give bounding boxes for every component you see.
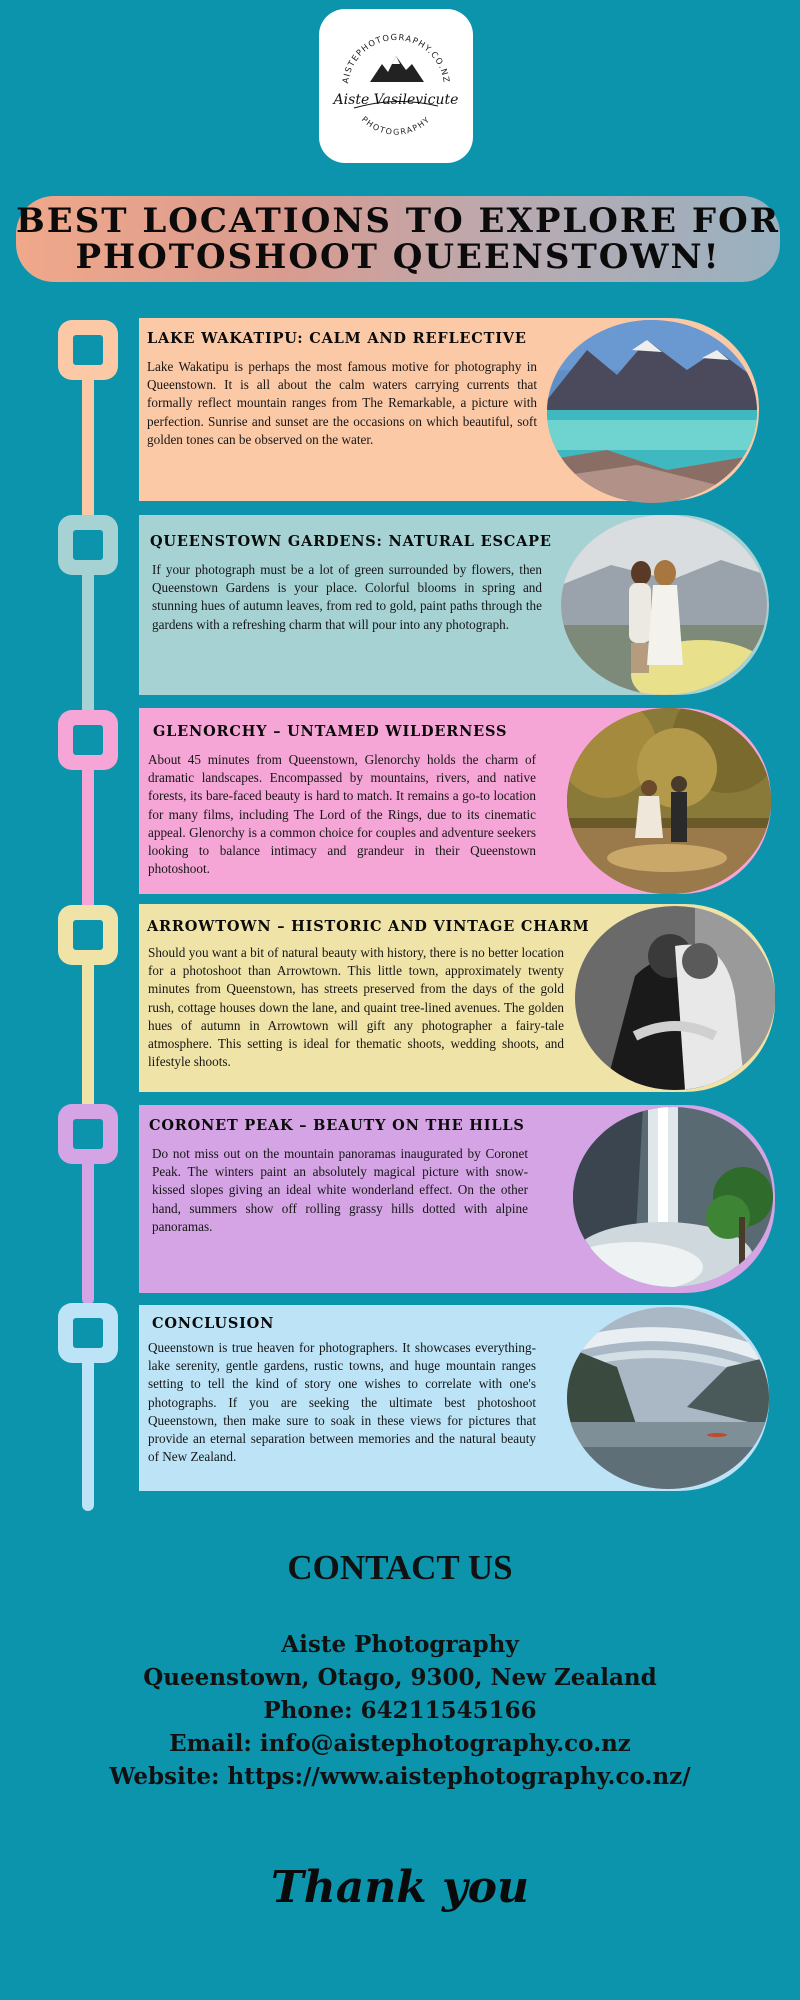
logo-bottom-text: PHOTOGRAPHY [359, 114, 433, 137]
logo [319, 9, 473, 163]
section-conclusion [139, 1305, 779, 1495]
section-coronet-peak [139, 1105, 779, 1295]
timeline-node [58, 710, 118, 770]
section-text: Queenstown is true heaven for photographers. It showcases everything-lake serenity, gentle gardens, rustic towns, and huge mountain ranges setting to tell the kind of story one wishes to correlate with one's photographs. If you are seeking the ultimate best photoshoot Queenstown, then make sure to soak in these views for pictures that provide an eternal separation between memories and the natural beauty of New Zealand. [148, 1340, 536, 1465]
timeline-node [58, 1303, 118, 1363]
contact-name: Aiste Photography [281, 1631, 519, 1658]
logo-emblem [326, 16, 466, 156]
section-text: About 45 minutes from Queenstown, Glenorchy holds the charm of dramatic landscapes. Encompassed by mountains, rivers, and native forests, its bare-faced beauty is hard to match. It remains a go-to location for many films, including The Lord of the Rings, due to its cinematic appeal. Glenorchy is a common choice for couples and adventure seekers looking to balance intimacy and grandeur in their Queenstown photoshoot. [148, 752, 536, 877]
section-title: GLENORCHY – UNTAMED WILDERNESS [153, 723, 508, 740]
section-text: Do not miss out on the mountain panoramas inaugurated by Coronet Peak. The winters paint an absolutely magical picture with snow-kissed slopes giving an ideal white wonderland effect. On the other hand, summers show off rolling grassy hills dotted with alpine panoramas. [152, 1146, 528, 1234]
wedding-couple-bw-photo [575, 906, 775, 1090]
waterfall-mountain-photo [573, 1107, 773, 1287]
contact-address: Queenstown, Otago, 9300, New Zealand [143, 1664, 657, 1691]
section-title: CORONET PEAK – BEAUTY ON THE HILLS [149, 1117, 525, 1134]
section-title: LAKE WAKATIPU: CALM AND REFLECTIVE [147, 330, 527, 347]
section-text: Should you want a bit of natural beauty with history, there is no better location for a photoshoot than Arrowtown. This little town, approximately twenty minutes from Queenstown, has streets preserved from the days of the gold rush, cottage houses down the lane, and quaint tree-lined avenues. The golden hues of autumn in Arrowtown will gift any photographer a fairy-tale atmosphere. This setting is ideal for thematic shoots, wedding shoots, and lifestyle shoots. [148, 945, 564, 1070]
logo-signature: Aiste Vasilevicute [333, 92, 459, 108]
section-queenstown-gardens [139, 515, 779, 700]
section-lake-wakatipu [139, 318, 779, 503]
title-banner [16, 196, 780, 282]
section-arrowtown [139, 904, 779, 1094]
timeline-node [58, 320, 118, 380]
svg-text:PHOTOGRAPHY [360, 115, 432, 137]
banner-line-1: BEST LOCATIONS TO EXPLORE FOR [16, 201, 780, 241]
section-text: If your photograph must be a lot of green surrounded by flowers, then Queenstown Gardens is your place. Colorful blooms in spring and stunning hues of autumn leaves, from red to gold, paint paths through the gardens with a refreshing charm that will pour into any photograph. [152, 562, 542, 632]
timeline-node [58, 905, 118, 965]
banner-line-2: PHOTOSHOOT QUEENSTOWN! [75, 237, 721, 277]
contact-title: CONTACT US [287, 1548, 513, 1587]
section-title: ARROWTOWN – HISTORIC AND VINTAGE CHARM [147, 918, 590, 935]
section-text: Lake Wakatipu is perhaps the most famous motive for photography in Queenstown. It is all about the calm waters carrying currents that formally reflect mountain ranges from The Remarkable, a picture with perfection. Sunrise and sunset are the occasions on which beautiful, soft golden tones can be observed on the water. [147, 359, 537, 447]
timeline-node [58, 515, 118, 575]
couple-garden-photo [561, 515, 767, 695]
contact-details [0, 1628, 800, 1793]
lake-mountain-reflection-photo [547, 320, 757, 503]
fiord-kayak-photo [567, 1307, 769, 1489]
contact-phone: Phone: 64211545166 [263, 1697, 537, 1724]
contact-email[interactable]: Email: info@aistephotography.co.nz [169, 1730, 631, 1757]
timeline-node [58, 1104, 118, 1164]
logo-top-text: AISTEPHOTOGRAPHY.CO.NZ [340, 31, 452, 85]
section-title: CONCLUSION [152, 1315, 275, 1332]
section-title: QUEENSTOWN GARDENS: NATURAL ESCAPE [150, 533, 552, 550]
couple-forest-photo [567, 708, 771, 894]
contact-website[interactable]: Website: https://www.aistephotography.co.nz/ [109, 1763, 691, 1790]
section-glenorchy [139, 708, 779, 896]
thank-you-text: Thank you [271, 1862, 529, 1913]
